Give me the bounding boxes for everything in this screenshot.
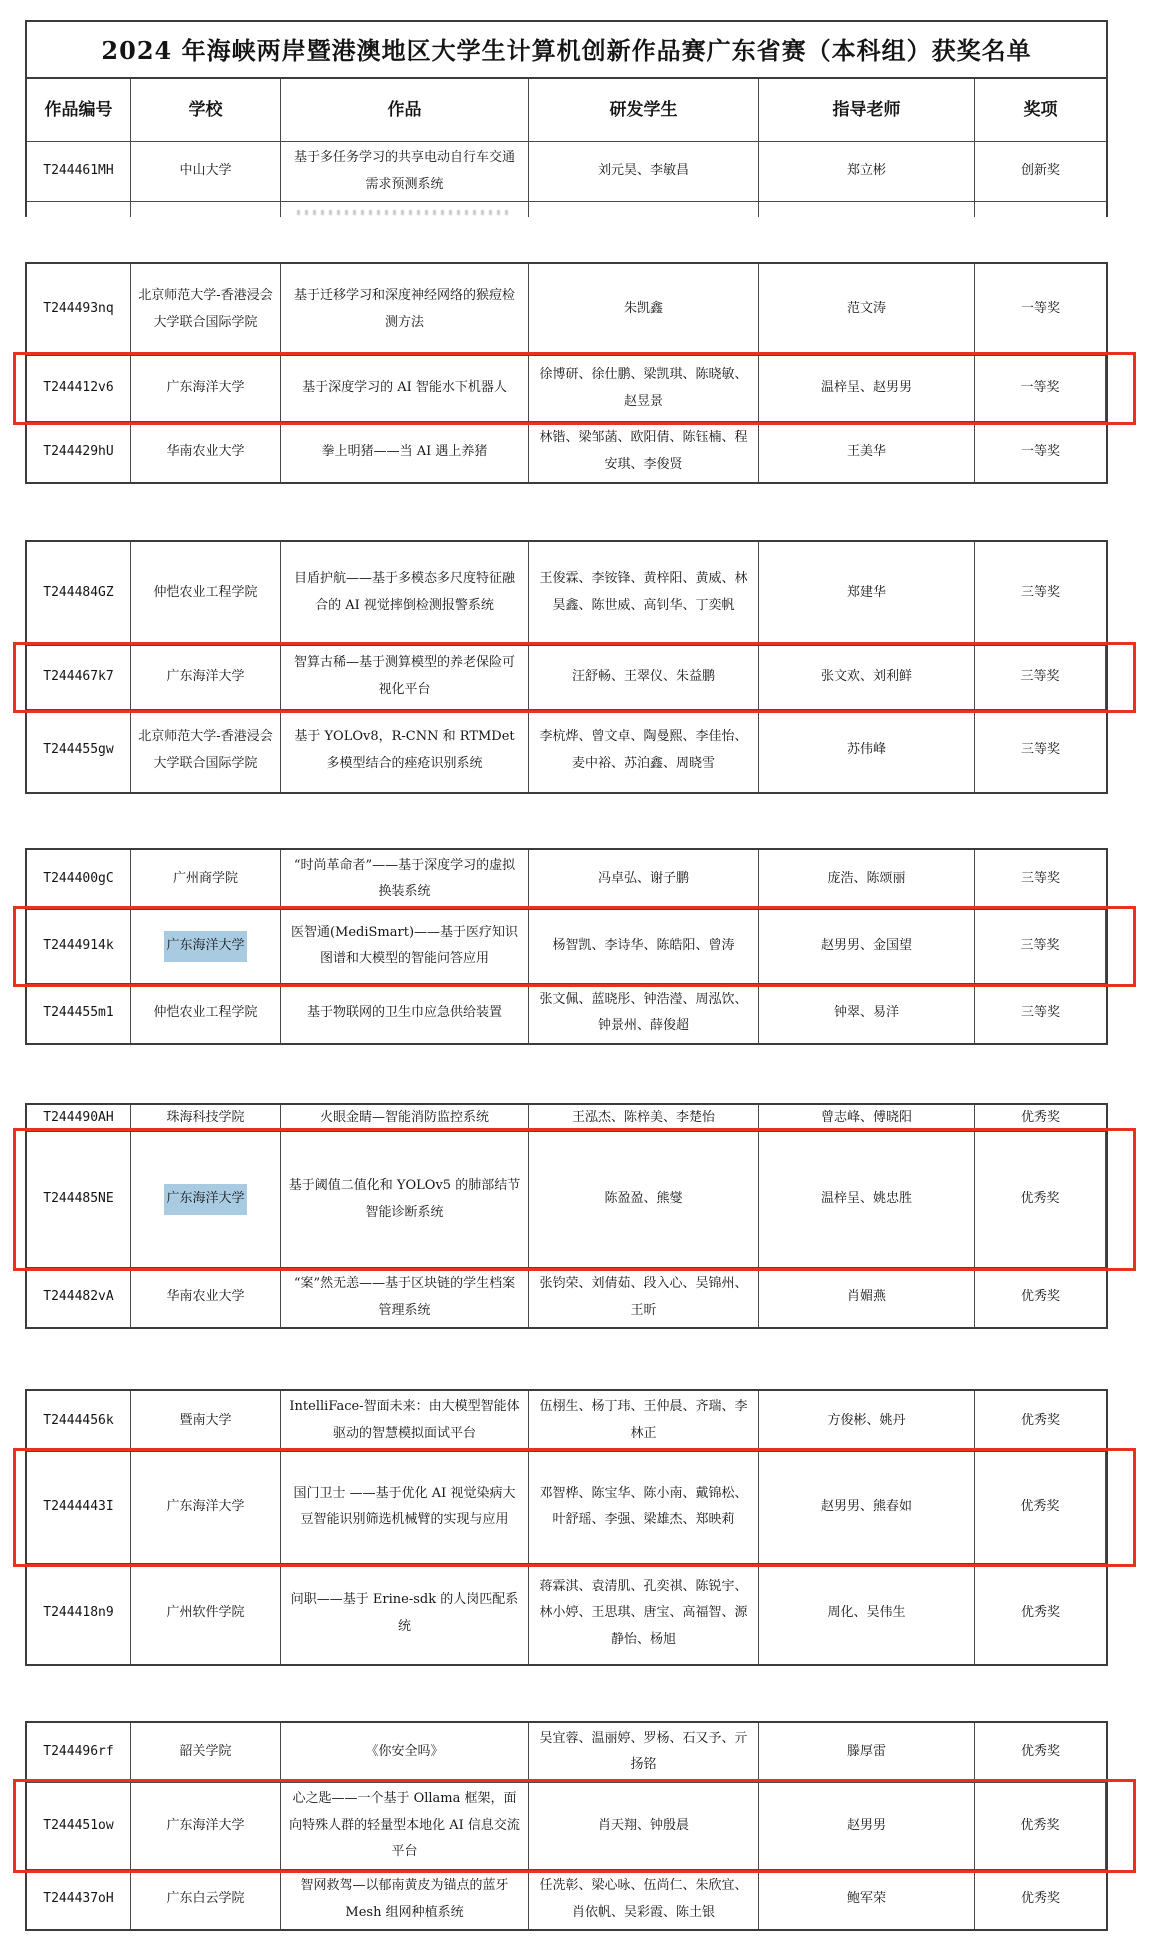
award-cell <box>975 422 1106 481</box>
school-cell <box>131 1391 281 1450</box>
students-cell-text: 张文佩、蓝晓彤、钟浩瀅、周泓饮、钟景州、薛俊超 <box>539 991 748 1034</box>
work-title-cell-text: 拳上明猪——当 AI 遇上养猪 <box>321 443 488 459</box>
work-id-cell-text: T244482vA <box>43 1289 114 1305</box>
award-cell-text: 三等奖 <box>1020 584 1060 600</box>
teachers-cell-text: 鲍军荣 <box>846 1891 886 1907</box>
school-cell-text: 广州商学院 <box>172 870 238 886</box>
students-cell <box>529 1783 759 1869</box>
teachers-cell-text: 张文欢、刘利鲜 <box>820 668 912 684</box>
work-title-cell-text: 目盾护航——基于多模态多尺度特征融合的 AI 视觉摔倒检测报警系统 <box>293 571 515 614</box>
work-title-cell <box>281 422 529 481</box>
table-row <box>27 710 1106 792</box>
work-id-cell <box>27 1268 131 1327</box>
teachers-cell <box>759 142 975 201</box>
students-cell-text: 吴宜蓉、温丽婷、罗杨、石又予、亓扬铭 <box>539 1730 748 1773</box>
column-header-students <box>529 79 759 141</box>
column-header-text: 指导老师 <box>832 99 901 120</box>
teachers-cell-text: 赵男男、熊春如 <box>820 1498 912 1514</box>
work-title-cell <box>281 542 529 645</box>
award-cell-text: 三等奖 <box>1020 1005 1060 1021</box>
award-cell <box>975 1105 1106 1131</box>
students-cell <box>529 1132 759 1267</box>
school-cell <box>131 1132 281 1267</box>
work-id-cell <box>27 850 131 909</box>
teachers-cell-text: 赵男男 <box>846 1817 886 1833</box>
school-cell <box>131 910 281 983</box>
work-id-cell-text: T244429hU <box>43 443 114 459</box>
students-cell-text: 王泓杰、陈梓美、李楚怡 <box>571 1110 715 1126</box>
teachers-cell-text: 方俊彬、姚丹 <box>827 1412 906 1428</box>
work-id-cell <box>27 984 131 1043</box>
work-title-cell-text: 基于迁移学习和深度神经网络的猴痘检测方法 <box>293 288 515 330</box>
students-cell-text: 冯卓弘、谢子鹏 <box>597 870 689 886</box>
table-row <box>27 142 1106 201</box>
work-id-cell-text: T244418n9 <box>43 1605 114 1621</box>
teachers-cell <box>759 1783 975 1869</box>
students-cell <box>529 1268 759 1327</box>
teachers-cell <box>759 850 975 909</box>
students-cell-text: 杨智凯、李诗华、陈皓阳、曾涛 <box>552 938 735 954</box>
school-cell-text: 广东海洋大学 <box>166 1498 245 1514</box>
school-cell-text: 珠海科技学院 <box>166 1110 245 1126</box>
work-title-cell-text: 基于深度学习的 AI 智能水下机器人 <box>302 380 507 396</box>
award-cell <box>975 910 1106 983</box>
work-id-cell-text: T244461MH <box>43 163 114 179</box>
teachers-cell-text: 温梓呈、赵男男 <box>820 380 912 396</box>
students-cell-text: 李杭烨、曾文卓、陶曼熙、李佳怡、麦中裕、苏泊鑫、周晓雪 <box>539 728 748 771</box>
award-cell <box>975 356 1106 421</box>
school-cell <box>131 142 281 201</box>
students-cell-text: 朱凯鑫 <box>623 301 663 317</box>
school-cell-text: 暨南大学 <box>179 1412 232 1428</box>
column-header-work <box>281 79 529 141</box>
work-id-cell-text: T2444914k <box>43 938 114 954</box>
school-cell-text: 韶关学院 <box>179 1744 232 1759</box>
school-cell <box>131 1452 281 1563</box>
award-cell <box>975 1870 1106 1929</box>
school-cell <box>131 1870 281 1929</box>
work-id-cell <box>27 542 131 645</box>
teachers-cell-text: 庞浩、陈颂丽 <box>827 870 906 886</box>
column-header-teachers <box>759 79 975 141</box>
students-cell <box>529 710 759 792</box>
school-cell-text: 华南农业大学 <box>166 1289 245 1305</box>
work-id-cell <box>27 710 131 792</box>
work-id-cell <box>27 1870 131 1929</box>
column-header-work-id <box>27 79 131 141</box>
work-id-cell <box>27 1723 131 1782</box>
table-fragment <box>25 848 1108 1046</box>
award-cell <box>975 850 1106 909</box>
work-id-cell-text: T244455m1 <box>43 1005 114 1021</box>
teachers-cell <box>759 1105 975 1131</box>
work-title-cell <box>281 1783 529 1869</box>
work-id-cell-text: T244485NE <box>43 1191 114 1207</box>
school-cell-text: 广州软件学院 <box>166 1605 245 1621</box>
column-header-text: 作品 <box>387 99 422 120</box>
work-title-cell <box>281 984 529 1043</box>
award-cell-text: 优秀奖 <box>1020 1498 1060 1514</box>
table-fragment <box>25 540 1108 794</box>
work-title-cell <box>281 1391 529 1450</box>
award-cell-text: 创新奖 <box>1020 163 1060 179</box>
teachers-cell-text: 曾志峰、傅晓阳 <box>820 1110 912 1126</box>
school-cell-text: 广东海洋大学 <box>166 380 245 396</box>
students-cell <box>529 542 759 645</box>
award-cell <box>975 1391 1106 1450</box>
award-cell <box>975 1268 1106 1327</box>
teachers-cell-text: 郑立彬 <box>846 163 886 179</box>
school-cell-text: 仲恺农业工程学院 <box>153 1005 258 1021</box>
teachers-cell <box>759 984 975 1043</box>
work-id-cell-text: T244437oH <box>43 1891 114 1907</box>
work-id-cell-text: T244412v6 <box>43 380 114 396</box>
award-cell-text: 三等奖 <box>1020 938 1060 954</box>
table-row <box>27 1132 1106 1268</box>
school-cell <box>131 850 281 909</box>
work-title-cell-text: 《你安全吗》 <box>365 1744 444 1759</box>
table-row <box>27 1268 1106 1327</box>
teachers-cell-text: 苏伟峰 <box>846 742 886 758</box>
work-title-cell-text: 医智通(MediSmart)——基于医疗知识图谱和大模型的智能问答应用 <box>290 924 519 967</box>
work-title-cell <box>281 1723 529 1782</box>
teachers-cell <box>759 422 975 481</box>
document-title-text: 2024 年海峡两岸暨港澳地区大学生计算机创新作品赛广东省赛（本科组）获奖名单 <box>101 36 1032 65</box>
award-cell-text: 优秀奖 <box>1020 1412 1060 1428</box>
award-cell-text: 三等奖 <box>1020 870 1060 886</box>
teachers-cell <box>759 910 975 983</box>
award-cell-text: 优秀奖 <box>1020 1744 1060 1759</box>
students-cell-text: 张钧荣、刘倩茹、段入心、吴锦州、王昕 <box>539 1276 748 1318</box>
table-row <box>27 1452 1106 1564</box>
table-row <box>27 1564 1106 1664</box>
work-title-cell-text: 智算古稀—基于测算模型的养老保险可视化平台 <box>293 655 515 698</box>
award-cell <box>975 264 1106 355</box>
table-fragment <box>25 1103 1108 1329</box>
work-title-cell-text: 基于物联网的卫生巾应急供给装置 <box>306 1005 502 1021</box>
students-cell-text: 任冼彰、梁心咏、伍尚仁、朱欣宜、肖依帆、吴彩霞、陈土银 <box>539 1877 748 1920</box>
school-cell <box>131 646 281 709</box>
column-header-school <box>131 79 281 141</box>
work-id-cell <box>27 1452 131 1563</box>
cropped-cell <box>131 202 281 217</box>
work-title-cell <box>281 910 529 983</box>
column-header-text: 作品编号 <box>44 99 113 120</box>
table-row <box>27 356 1106 422</box>
award-cell-text: 一等奖 <box>1020 380 1060 396</box>
teachers-cell <box>759 1452 975 1563</box>
students-cell <box>529 984 759 1043</box>
work-title-cell-text: 心之匙——一个基于 Ollama 框架，面向特殊人群的轻量型本地化 AI 信息交流平台 <box>289 1790 520 1860</box>
work-id-cell <box>27 646 131 709</box>
award-cell-text: 优秀奖 <box>1020 1605 1060 1621</box>
students-cell-text: 蒋霖淇、袁清肌、孔奕祺、陈锐宇、林小婷、王思琪、唐宝、高福智、源静怡、杨旭 <box>539 1578 748 1647</box>
document-title <box>27 22 1106 79</box>
teachers-cell <box>759 1870 975 1929</box>
work-title-cell-text: IntelliFace-智面未来：由大模型智能体驱动的智慧模拟面试平台 <box>289 1399 520 1442</box>
award-cell-text: 优秀奖 <box>1020 1891 1060 1907</box>
school-cell <box>131 1564 281 1664</box>
work-id-cell-text: T244400gC <box>43 870 114 886</box>
students-cell-text: 徐博研、徐仕鹏、梁凯琪、陈晓敏、赵昱景 <box>539 367 748 409</box>
work-id-cell-text: T244451ow <box>43 1817 114 1833</box>
school-cell <box>131 1783 281 1869</box>
students-cell-text: 陈盈盈、熊燮 <box>604 1191 683 1207</box>
cropped-cell <box>975 202 1106 217</box>
work-title-cell <box>281 850 529 909</box>
work-title-cell-text: 问职——基于 Erine-sdk 的人岗匹配系统 <box>290 1592 519 1634</box>
school-cell-text: 广东海洋大学 <box>166 668 245 684</box>
award-cell <box>975 646 1106 709</box>
work-title-cell-text: 基于多任务学习的共享电动自行车交通需求预测系统 <box>293 150 515 192</box>
table-row <box>27 422 1106 481</box>
students-cell-text: 肖天翔、钟殷晨 <box>597 1817 689 1833</box>
teachers-cell-text: 钟翠、易洋 <box>833 1005 899 1021</box>
work-title-cell <box>281 1105 529 1131</box>
teachers-cell-text: 赵男男、金国望 <box>820 938 912 954</box>
work-title-cell-text: “案”然无恙——基于区块链的学生档案管理系统 <box>293 1276 516 1318</box>
school-cell-text: 北京师范大学-香港浸会大学联合国际学院 <box>138 728 273 771</box>
school-cell-text: 广东海洋大学 <box>166 1817 245 1833</box>
work-id-cell <box>27 1132 131 1267</box>
table-row <box>27 264 1106 356</box>
cropped-row-remnant <box>27 201 1106 217</box>
table-row <box>27 1723 1106 1783</box>
teachers-cell <box>759 1132 975 1267</box>
blurred-text-remnant <box>297 210 511 215</box>
table-fragment <box>25 262 1108 483</box>
students-cell-text: 林锴、梁邹菡、欧阳倩、陈钰楠、程安琪、李俊贤 <box>539 430 748 472</box>
work-title-cell-text: “时尚革命者”——基于深度学习的虚拟换装系统 <box>293 857 516 900</box>
award-cell <box>975 542 1106 645</box>
teachers-cell-text: 肖媚燕 <box>846 1289 886 1305</box>
work-title-cell-text: 国门卫士 ——基于优化 AI 视觉染病大豆智能识别筛选机械臂的实现与应用 <box>293 1485 516 1528</box>
column-header-text: 学校 <box>188 99 223 120</box>
award-cell-text: 优秀奖 <box>1020 1289 1060 1305</box>
teachers-cell-text: 郑建华 <box>846 584 886 600</box>
students-cell <box>529 646 759 709</box>
school-cell <box>131 1268 281 1327</box>
school-cell <box>131 356 281 421</box>
award-cell <box>975 142 1106 201</box>
students-cell <box>529 1564 759 1664</box>
table-fragment <box>25 1721 1108 1931</box>
award-cell-text: 优秀奖 <box>1020 1191 1060 1207</box>
table-row <box>27 1105 1106 1132</box>
work-id-cell <box>27 1783 131 1869</box>
award-cell <box>975 984 1106 1043</box>
award-cell <box>975 1132 1106 1267</box>
table-row <box>27 542 1106 646</box>
students-cell <box>529 264 759 355</box>
teachers-cell-text: 周化、吴伟生 <box>827 1605 906 1621</box>
teachers-cell-text: 范文涛 <box>846 301 886 317</box>
table-row <box>27 1391 1106 1451</box>
work-id-cell <box>27 1105 131 1131</box>
cropped-cell <box>759 202 975 217</box>
work-title-cell <box>281 646 529 709</box>
teachers-cell <box>759 1723 975 1782</box>
school-cell <box>131 264 281 355</box>
header-row <box>27 79 1106 142</box>
cropped-cell <box>529 202 759 217</box>
school-cell <box>131 984 281 1043</box>
work-title-cell <box>281 142 529 201</box>
work-id-cell <box>27 356 131 421</box>
award-cell <box>975 1564 1106 1664</box>
work-title-cell-text: 火眼金睛—智能消防监控系统 <box>319 1110 489 1126</box>
teachers-cell <box>759 646 975 709</box>
table-fragment <box>25 20 1108 217</box>
teachers-cell <box>759 710 975 792</box>
award-cell-text: 三等奖 <box>1020 742 1060 758</box>
work-title-cell <box>281 264 529 355</box>
school-cell-text: 广东白云学院 <box>166 1891 245 1907</box>
students-cell <box>529 1870 759 1929</box>
school-cell-text: 中山大学 <box>179 163 232 179</box>
students-cell-text: 伍栩生、杨丁玮、王仲晨、齐瑞、李林正 <box>539 1399 748 1442</box>
school-cell <box>131 542 281 645</box>
award-cell-text: 一等奖 <box>1020 443 1060 459</box>
table-row <box>27 850 1106 910</box>
table-row <box>27 1870 1106 1929</box>
students-cell-text: 汪舒畅、王翠仪、朱益鹏 <box>571 668 715 684</box>
work-id-cell-text: T2444443I <box>43 1498 114 1514</box>
table-fragment <box>25 1389 1108 1665</box>
award-cell <box>975 1723 1106 1782</box>
school-cell <box>131 422 281 481</box>
work-id-cell-text: T244496rf <box>43 1744 114 1759</box>
award-cell <box>975 1783 1106 1869</box>
school-cell <box>131 710 281 792</box>
teachers-cell-text: 滕厚雷 <box>846 1744 886 1759</box>
work-id-cell-text: T2444456k <box>43 1412 114 1428</box>
column-header-text: 研发学生 <box>609 99 678 120</box>
work-id-cell <box>27 142 131 201</box>
award-cell-text: 三等奖 <box>1020 668 1060 684</box>
award-cell-text: 优秀奖 <box>1020 1817 1060 1833</box>
work-id-cell <box>27 422 131 481</box>
work-id-cell <box>27 1391 131 1450</box>
award-cell-text: 一等奖 <box>1020 301 1060 317</box>
work-id-cell-text: T244490AH <box>43 1110 114 1126</box>
students-cell <box>529 850 759 909</box>
work-id-cell <box>27 264 131 355</box>
students-cell <box>529 356 759 421</box>
column-header-award <box>975 79 1106 141</box>
students-cell <box>529 142 759 201</box>
work-title-cell-text: 智网救驾—以郁南黄皮为锚点的蓝牙 Mesh 组网种植系统 <box>300 1877 509 1920</box>
award-cell-text: 优秀奖 <box>1020 1110 1060 1126</box>
teachers-cell-text: 王美华 <box>846 443 886 459</box>
work-id-cell-text: T244484GZ <box>43 584 114 600</box>
teachers-cell <box>759 356 975 421</box>
students-cell-text: 王俊霖、李铵锋、黄梓阳、黄威、林昊鑫、陈世威、高钊华、丁奕帆 <box>539 571 748 614</box>
teachers-cell <box>759 1268 975 1327</box>
students-cell-text: 刘元昊、李敏昌 <box>597 163 689 179</box>
teachers-cell-text: 温梓呈、姚忠胜 <box>820 1191 912 1207</box>
work-title-cell-text: 基于 YOLOv8，R-CNN 和 RTMDet 多模型结合的痤疮识别系统 <box>294 728 515 771</box>
work-title-cell <box>281 356 529 421</box>
selection-highlight: 广东海洋大学 <box>166 1186 244 1213</box>
award-cell <box>975 1452 1106 1563</box>
work-id-cell <box>27 1564 131 1664</box>
teachers-cell <box>759 1391 975 1450</box>
school-cell-text: 华南农业大学 <box>166 443 245 459</box>
students-cell <box>529 1452 759 1563</box>
teachers-cell <box>759 542 975 645</box>
work-title-cell <box>281 1870 529 1929</box>
teachers-cell <box>759 1564 975 1664</box>
cropped-cell <box>281 202 529 217</box>
work-title-cell <box>281 1564 529 1664</box>
work-title-cell <box>281 1452 529 1563</box>
students-cell <box>529 1105 759 1131</box>
school-cell-text: 北京师范大学-香港浸会大学联合国际学院 <box>138 288 273 330</box>
students-cell-text: 邓智桦、陈宝华、陈小南、戴锦松、叶舒瑶、李强、梁雄杰、郑映莉 <box>539 1485 748 1528</box>
selection-highlight: 广东海洋大学 <box>166 933 244 960</box>
column-header-text: 奖项 <box>1023 99 1058 120</box>
students-cell <box>529 422 759 481</box>
work-id-cell-text: T244467k7 <box>43 668 114 684</box>
work-title-cell <box>281 1268 529 1327</box>
teachers-cell <box>759 264 975 355</box>
cropped-cell <box>27 202 131 217</box>
table-row <box>27 1783 1106 1870</box>
work-id-cell-text: T244493nq <box>43 301 114 317</box>
school-cell <box>131 1723 281 1782</box>
work-title-cell <box>281 1132 529 1267</box>
students-cell <box>529 910 759 983</box>
school-cell-text: 仲恺农业工程学院 <box>153 584 258 600</box>
work-id-cell-text: T244455gw <box>43 742 114 758</box>
work-id-cell <box>27 910 131 983</box>
students-cell <box>529 1391 759 1450</box>
table-row <box>27 910 1106 984</box>
school-cell <box>131 1105 281 1131</box>
award-cell <box>975 710 1106 792</box>
work-title-cell-text: 基于阈值二值化和 YOLOv5 的肺部结节智能诊断系统 <box>288 1177 521 1220</box>
table-row <box>27 984 1106 1043</box>
students-cell <box>529 1723 759 1782</box>
work-title-cell <box>281 710 529 792</box>
table-row <box>27 646 1106 710</box>
